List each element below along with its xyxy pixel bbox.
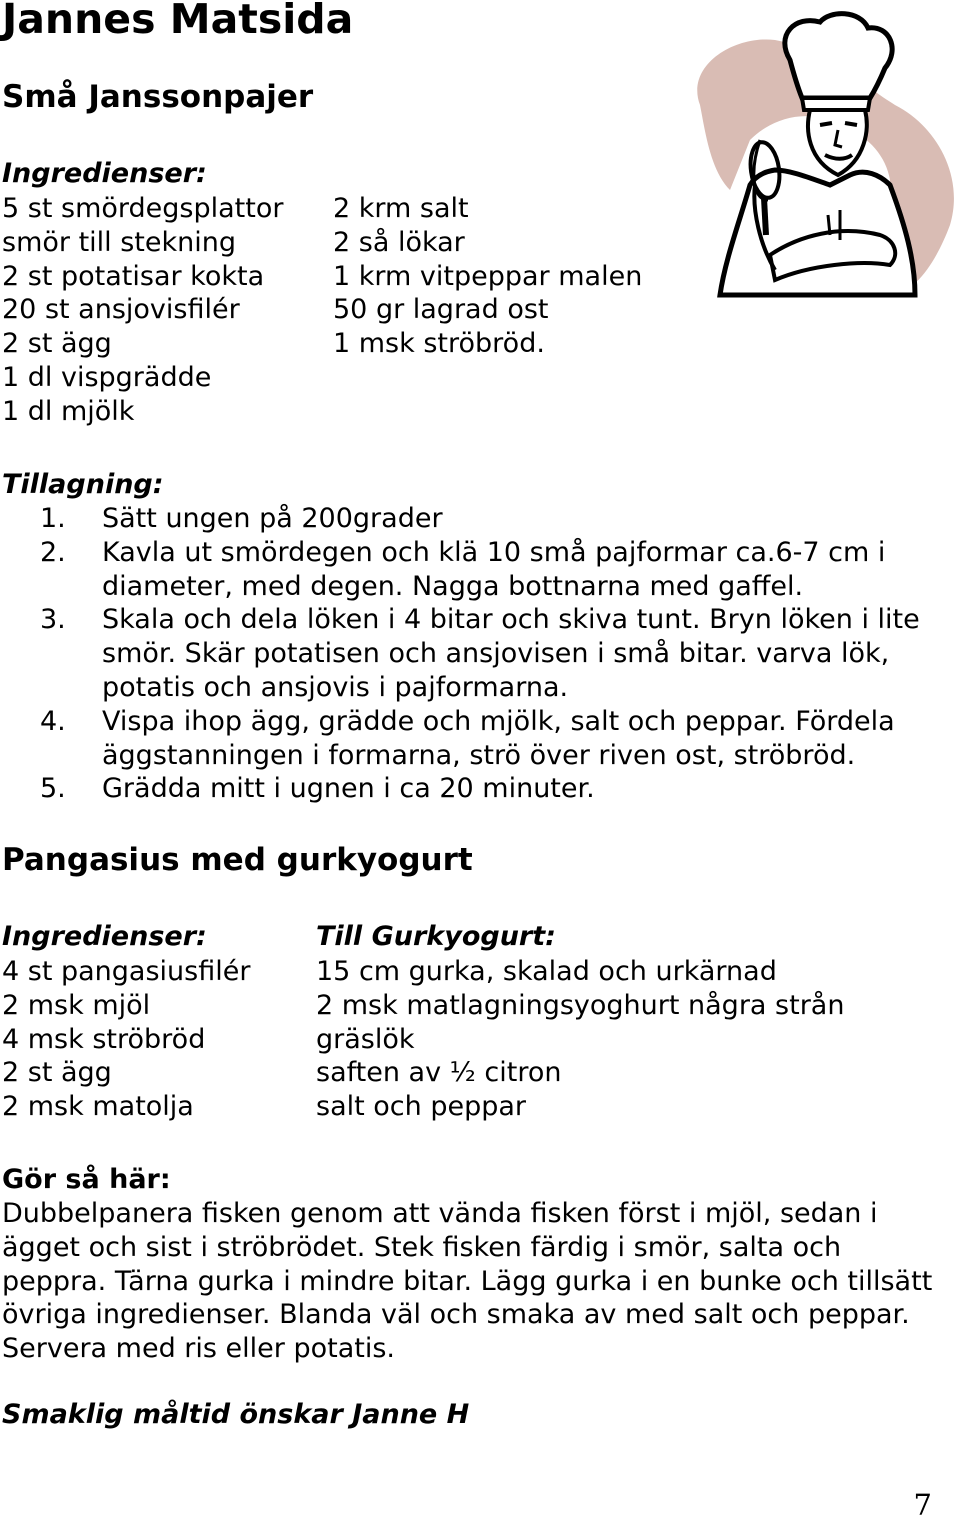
ingredient-item: 4 st pangasiusfilér [2,956,251,987]
ingredients-list-right [333,192,642,361]
step-number: 4. [40,705,66,737]
ingredient-item: gräslök [316,1023,415,1055]
ingredient-item: 50 gr lagrad ost [333,294,549,326]
method-step [40,502,940,536]
method-steps [40,502,940,806]
method-step [40,772,940,806]
ingredient-item: 2 st potatisar kokta [2,260,265,292]
ingredient-item: 5 st smördegsplattor [2,193,284,224]
ingredient-item: 1 krm vitpeppar malen [333,260,643,292]
ingredients-heading: Ingredienser: [2,158,207,189]
method-heading: Tillagning: [2,469,164,500]
document-title: Jannes Matsida [2,0,354,43]
ingredient-item: 1 msk ströbröd. [333,328,545,360]
chef-with-whisk-icon [680,10,960,310]
closing-signature: Smaklig måltid önskar Janne H [2,1399,470,1430]
recipe-title: Pangasius med gurkyogurt [2,842,473,878]
ingredients-list-left [2,192,283,429]
step-number: 3. [40,604,66,636]
step-text: Skala och dela löken i 4 bitar och skiva tunt. Bryn löken i lite smör. Skär potatisen och ansjovisen i små bitar. varva lök, potatis och ansjovis i pajformarna. [102,604,920,703]
ingredient-item: 1 dl mjölk [2,395,135,427]
step-text: Kavla ut smördegen och klä 10 små pajformar ca.6-7 cm i diameter, med degen. Nagga bottnarna med gaffel. [102,536,886,602]
recipe-title: Små Janssonpajer [2,79,314,115]
ingredient-item: 1 dl vispgrädde [2,361,212,393]
step-text: Sätt ungen på 200grader [102,503,443,534]
sauce-heading: Till Gurkyogurt: [316,921,556,952]
method-step [40,705,940,773]
ingredient-item: 2 krm salt [333,193,469,224]
step-number: 1. [40,503,66,534]
ingredient-item: saften av ½ citron [316,1057,562,1089]
ingredients-heading: Ingredienser: [2,921,207,952]
ingredient-item: 2 så lökar [333,226,465,258]
ingredient-item: 20 st ansjovisfilér [2,294,240,326]
ingredient-item: 2 st ägg [2,328,112,360]
page-number: 7 [913,1488,932,1522]
method-step [40,603,940,704]
method-paragraph: Dubbelpanera fisken genom att vända fisken först i mjöl, sedan i ägget och sist i ströbrödet. Stek fisken färdig i smör, salta och peppra. Tärna gurka i mindre bitar. Lägg gurka i en bunke och tillsätt övriga ingredienser. Blanda väl och smaka av med salt och peppar. Servera med ris eller potatis. [2,1198,933,1365]
sauce-ingredients-list [316,955,844,1124]
ingredient-item: 2 st ägg [2,1057,112,1089]
step-number: 5. [40,773,66,805]
ingredient-item: 15 cm gurka, skalad och urkärnad [316,956,777,987]
step-text: Vispa ihop ägg, grädde och mjölk, salt och peppar. Fördela äggstanningen i formarna, strö över riven ost, ströbröd. [102,705,895,771]
ingredients-list-left [2,955,250,1124]
ingredient-item: 2 msk matolja [2,1091,194,1123]
ingredient-item: 2 msk matlagningsyoghurt några strån [316,989,845,1021]
ingredient-item: 4 msk ströbröd [2,1023,206,1055]
method-heading: Gör så här: [2,1164,171,1195]
ingredient-item: smör till stekning [2,226,237,258]
ingredient-item: 2 msk mjöl [2,989,151,1021]
method-step [40,536,940,604]
step-number: 2. [40,536,66,568]
step-text: Grädda mitt i ugnen i ca 20 minuter. [102,773,595,805]
ingredient-item: salt och peppar [316,1091,527,1123]
